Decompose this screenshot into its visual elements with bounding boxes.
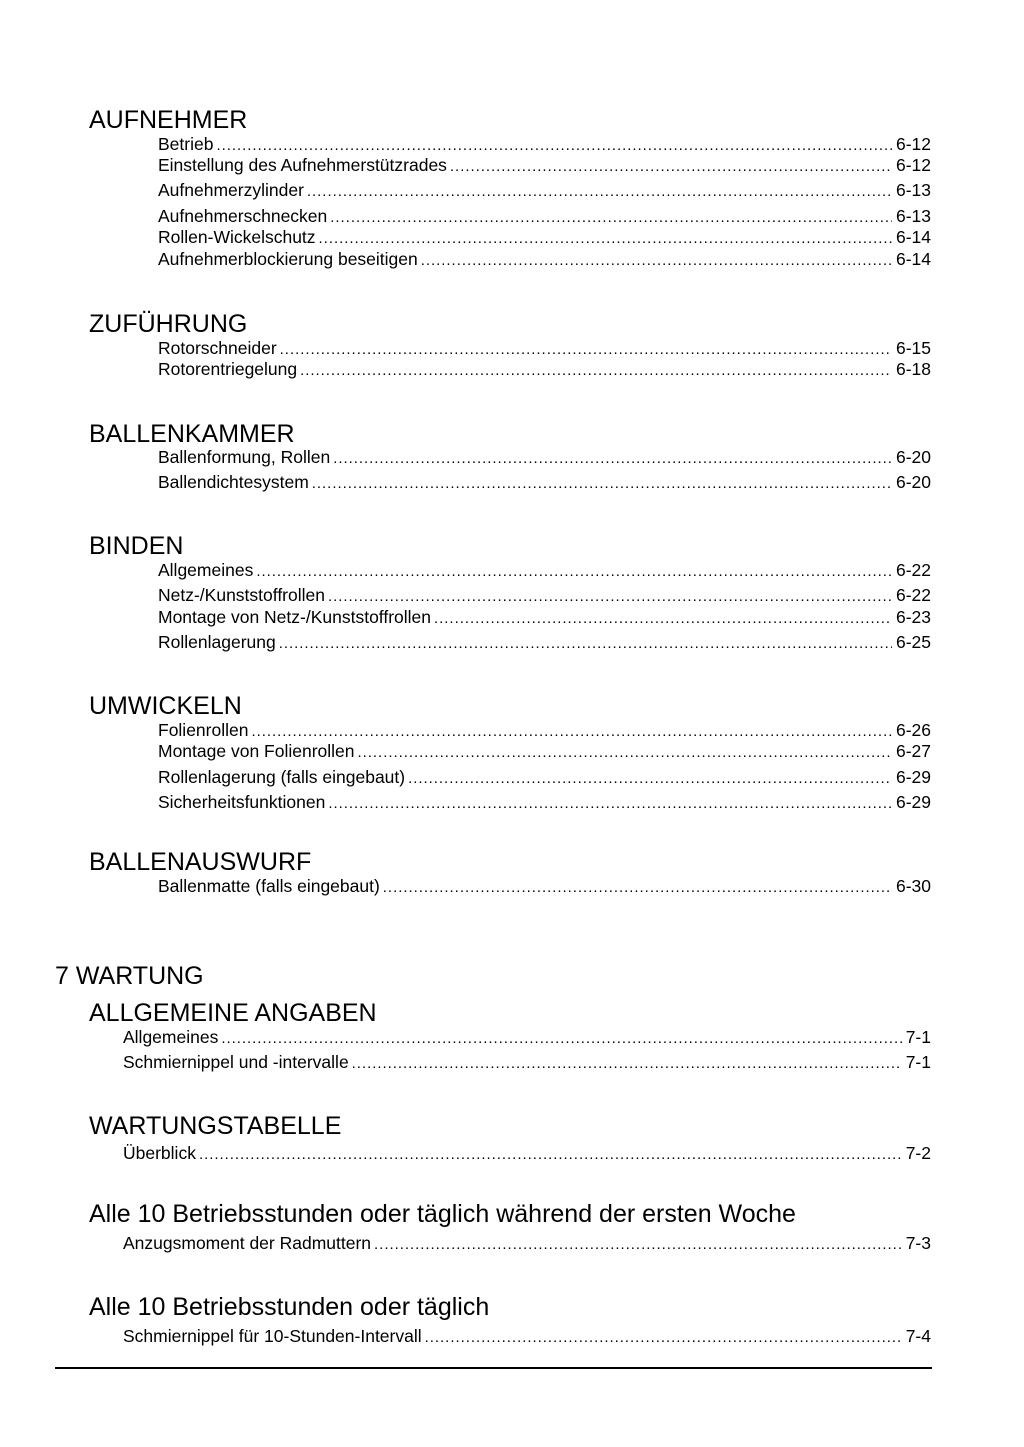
toc-entry-page: 7-1 — [905, 1027, 931, 1047]
toc-entry-label: Einstellung des Aufnehmerstützrades — [158, 155, 447, 175]
section-title-ballenauswurf: BALLENAUSWURF — [89, 848, 312, 876]
section-title-umwickeln: UMWICKELN — [89, 692, 242, 720]
toc-entry[interactable] — [158, 606, 931, 628]
toc-entry-page: 7-2 — [905, 1143, 931, 1163]
toc-entry[interactable] — [158, 358, 931, 380]
toc-entry[interactable] — [158, 179, 931, 201]
section-title-wartungstabelle: WARTUNGSTABELLE — [89, 1112, 342, 1140]
section-title-10h-erste-woche: Alle 10 Betriebsstunden oder täglich während der ersten Woche — [89, 1200, 796, 1228]
toc-entry-page: 6-15 — [895, 338, 931, 358]
toc-entry-page: 6-20 — [895, 472, 931, 492]
leader-dots — [300, 358, 892, 380]
toc-entry-label: Folienrollen — [158, 720, 249, 740]
toc-entry[interactable] — [158, 205, 931, 227]
toc-entry[interactable] — [123, 1232, 931, 1254]
section-title-ballenkammer: BALLENKAMMER — [89, 420, 295, 448]
toc-entry[interactable] — [158, 791, 931, 813]
toc-entry[interactable] — [158, 471, 931, 493]
toc-entry-label: Rotorentriegelung — [158, 359, 298, 379]
leader-dots — [352, 1051, 902, 1073]
toc-entry-page: 6-27 — [895, 741, 931, 761]
toc-entry[interactable] — [158, 154, 931, 176]
leader-dots — [333, 446, 892, 468]
toc-entry-page: 7-4 — [905, 1326, 931, 1346]
toc-entry-label: Montage von Folienrollen — [158, 741, 355, 761]
toc-entry-label: Aufnehmerzylinder — [158, 180, 304, 200]
section-title-10h-taeglich: Alle 10 Betriebsstunden oder täglich — [89, 1293, 490, 1321]
toc-entry-page: 6-29 — [895, 767, 931, 787]
toc-entry[interactable] — [123, 1325, 931, 1347]
toc-entry[interactable] — [158, 133, 931, 155]
toc-entry[interactable] — [123, 1026, 931, 1048]
toc-entry[interactable] — [158, 631, 931, 653]
toc-entry-label: Betrieb — [158, 134, 214, 154]
toc-entry-page: 6-12 — [895, 134, 931, 154]
toc-entry-page: 6-14 — [895, 249, 931, 269]
toc-entry[interactable] — [158, 584, 931, 606]
toc-entry-page: 6-22 — [895, 585, 931, 605]
toc-entry[interactable] — [158, 337, 931, 359]
toc-entry-label: Anzugsmoment der Radmuttern — [123, 1233, 372, 1253]
toc-entry[interactable] — [158, 226, 931, 248]
section-title-binden: BINDEN — [89, 532, 184, 560]
leader-dots — [328, 584, 892, 606]
toc-entry-label: Allgemeines — [123, 1027, 219, 1047]
leader-dots — [221, 1026, 901, 1048]
toc-entry-label: Rollen-Wickelschutz — [158, 227, 316, 247]
leader-dots — [421, 248, 892, 270]
leader-dots — [328, 791, 892, 813]
toc-entry-label: Montage von Netz-/Kunststoffrollen — [158, 607, 432, 627]
toc-entry[interactable] — [158, 559, 931, 581]
toc-entry-label: Überblick — [123, 1143, 196, 1163]
toc-entry-page: 6-12 — [895, 155, 931, 175]
leader-dots — [319, 226, 892, 248]
toc-entry-label: Schmiernippel für 10-Stunden-Intervall — [123, 1326, 422, 1346]
leader-dots — [199, 1142, 902, 1164]
leader-dots — [450, 154, 892, 176]
toc-entry-page: 6-13 — [895, 206, 931, 226]
toc-entry-page: 6-22 — [895, 560, 931, 580]
toc-entry-label: Ballenformung, Rollen — [158, 447, 331, 467]
leader-dots — [330, 205, 892, 227]
leader-dots — [280, 337, 892, 359]
toc-entry[interactable] — [158, 719, 931, 741]
leader-dots — [383, 875, 892, 897]
toc-entry[interactable] — [158, 875, 931, 897]
toc-entry-page: 6-13 — [895, 180, 931, 200]
toc-entry-label: Schmiernippel und -intervalle — [123, 1052, 349, 1072]
toc-entry-label: Ballenmatte (falls eingebaut) — [158, 876, 380, 896]
leader-dots — [434, 606, 892, 628]
toc-entry-page: 6-20 — [895, 447, 931, 467]
toc-entry-label: Rotorschneider — [158, 338, 277, 358]
section-title-aufnehmer: AUFNEHMER — [89, 106, 248, 134]
toc-entry-label: Netz-/Kunststoffrollen — [158, 585, 325, 605]
leader-dots — [256, 559, 892, 581]
toc-entry-page: 7-1 — [905, 1052, 931, 1072]
toc-entry-page: 6-14 — [895, 227, 931, 247]
toc-entry-label: Sicherheitsfunktionen — [158, 792, 326, 812]
toc-entry-label: Aufnehmerblockierung beseitigen — [158, 249, 418, 269]
section-title-allgemeine-angaben: ALLGEMEINE ANGABEN — [89, 999, 377, 1027]
leader-dots — [425, 1325, 902, 1347]
toc-entry-label: Aufnehmerschnecken — [158, 206, 328, 226]
leader-dots — [358, 740, 892, 762]
toc-entry[interactable] — [123, 1051, 931, 1073]
toc-entry-label: Rollenlagerung (falls eingebaut) — [158, 767, 406, 787]
toc-entry-page: 6-18 — [895, 359, 931, 379]
toc-entry-page: 6-23 — [895, 607, 931, 627]
leader-dots — [251, 719, 892, 741]
toc-entry-page: 6-25 — [895, 632, 931, 652]
leader-dots — [374, 1232, 902, 1254]
toc-entry[interactable] — [158, 740, 931, 762]
toc-entry-page: 6-26 — [895, 720, 931, 740]
leader-dots — [279, 631, 892, 653]
toc-entry-label: Rollenlagerung — [158, 632, 276, 652]
bottom-divider — [55, 1367, 932, 1369]
chapter-title: 7 WARTUNG — [55, 962, 204, 990]
toc-entry[interactable] — [158, 248, 931, 270]
toc-entry-page: 7-3 — [905, 1233, 931, 1253]
leader-dots — [307, 179, 892, 201]
toc-entry-label: Allgemeines — [158, 560, 254, 580]
leader-dots — [216, 133, 892, 155]
toc-entry-page: 6-30 — [895, 876, 931, 896]
toc-entry[interactable] — [158, 446, 931, 468]
toc-entry[interactable] — [158, 766, 931, 788]
leader-dots — [408, 766, 892, 788]
toc-entry-label: Ballendichtesystem — [158, 472, 309, 492]
toc-entry[interactable] — [123, 1142, 931, 1164]
section-title-zufuehrung: ZUFÜHRUNG — [89, 310, 248, 338]
leader-dots — [312, 471, 892, 493]
toc-entry-page: 6-29 — [895, 792, 931, 812]
